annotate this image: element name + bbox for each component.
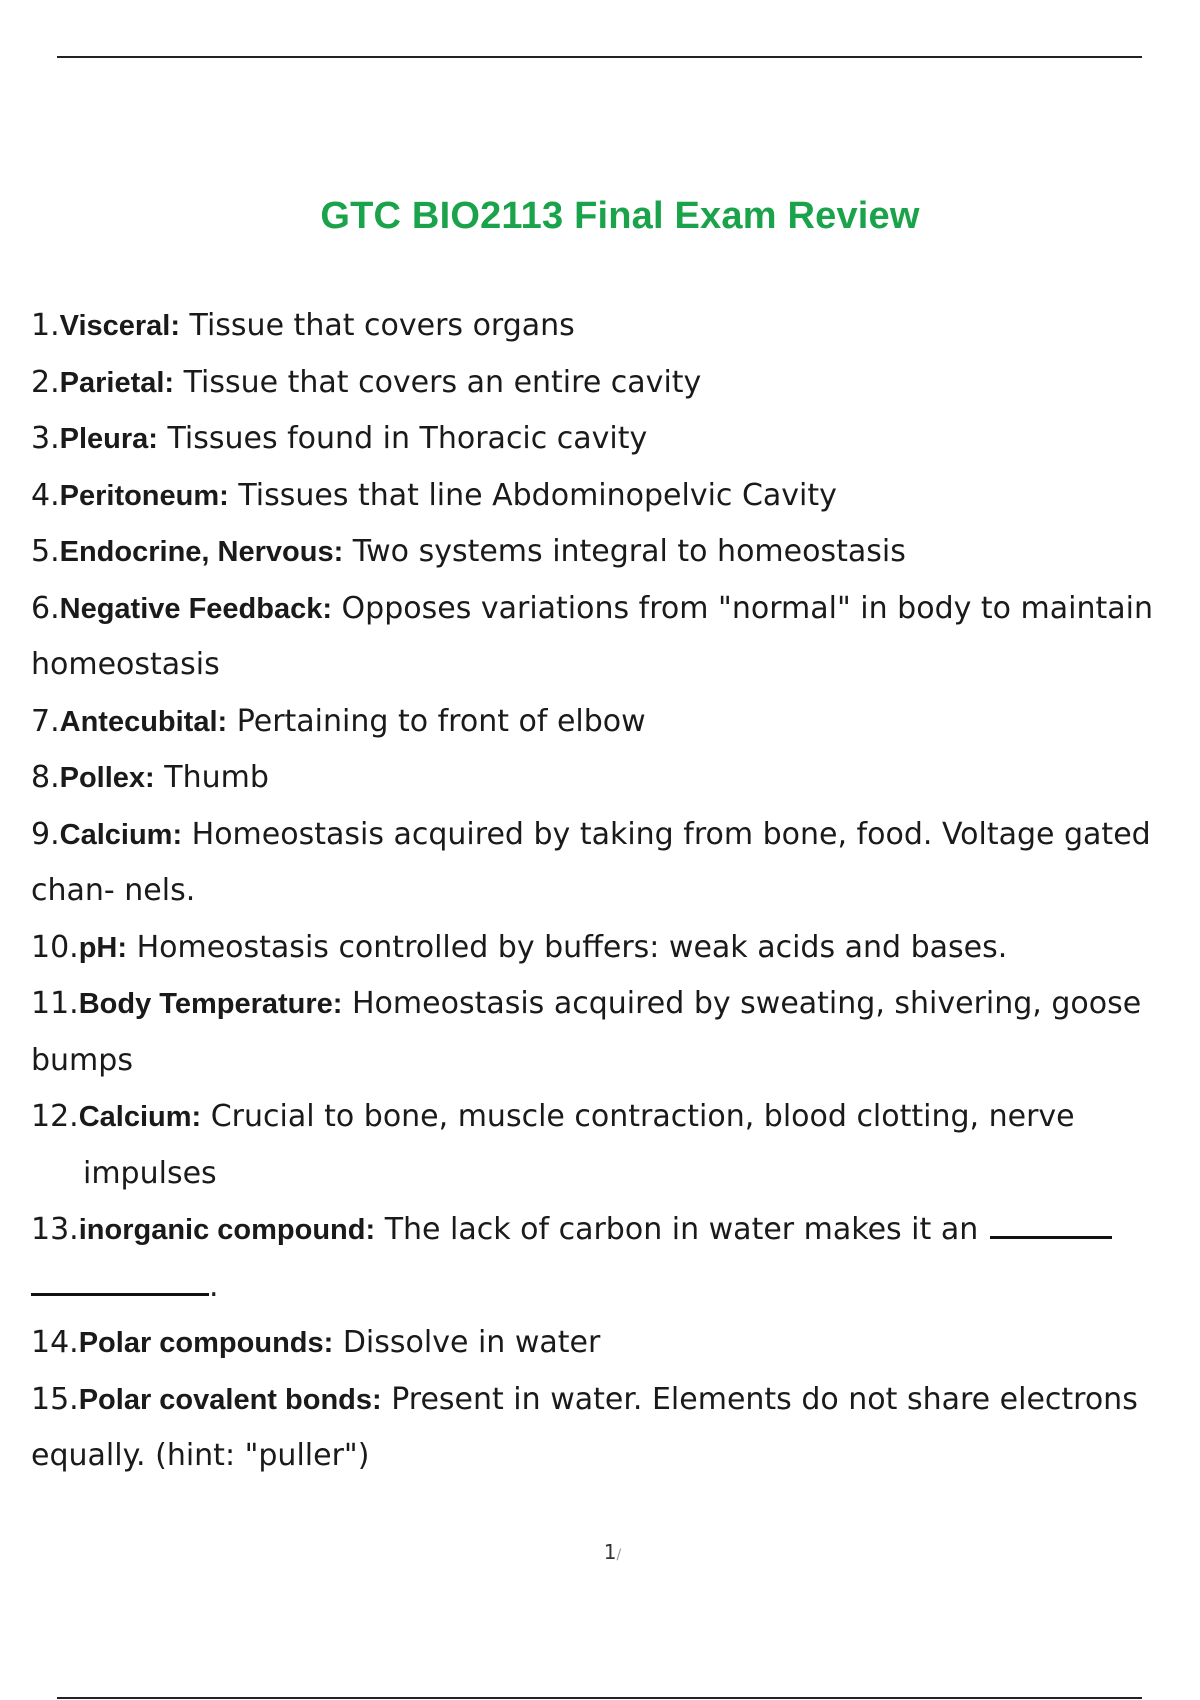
fill-in-blank [990,1236,1112,1239]
item-number: 14. [31,1325,79,1360]
item-number: 7. [31,703,60,739]
list-item [31,920,1191,977]
list-item [31,524,1191,581]
list-item [31,581,1191,694]
page-number-value: 1 [603,1540,617,1564]
item-number: 13. [31,1212,79,1247]
bottom-rule [57,1697,1142,1699]
item-number: 10. [31,929,79,965]
item-definition: Two systems integral to homeostasis [343,534,906,569]
item-term: Pollex: [59,762,155,794]
item-term: pH: [78,931,128,964]
page-number-suffix: / [616,1547,622,1563]
item-term: Polar compounds: [78,1327,334,1359]
item-term: Parietal: [59,366,175,399]
item-definition: Pertaining to front of elbow [227,703,646,739]
list-item [31,298,1191,355]
item-definition: Homeostasis controlled by buffers: weak acids and bases. [127,929,1008,965]
item-term: Pleura: [59,423,158,455]
list-item [31,1315,1191,1372]
list-item [31,355,1191,412]
item-number: 8. [31,760,60,795]
item-number: 5. [31,534,60,569]
item-definition: Homeostasis acquired by taking from bone, food. Voltage gated chan- nels. [31,816,1151,908]
page-title: GTC BIO2113 Final Exam Review [320,195,920,237]
item-term: Negative Feedback: [59,592,333,625]
item-term: Antecubital: [59,705,228,738]
item-term: Body Temperature: [78,988,343,1020]
item-definition: Homeostasis acquired by sweating, shivering, goose bumps [31,986,1142,1078]
item-definition: Present in water. Elements do not share electrons equally. (hint: "puller") [31,1381,1138,1473]
list-item [31,468,1191,525]
item-number: 11. [31,986,79,1021]
item-term: Endocrine, Nervous: [59,536,344,568]
item-definition: The lack of carbon in water makes it an [375,1212,988,1247]
item-continuation: impulses [83,1155,217,1191]
item-number: 9. [31,816,60,852]
page-number [0,1540,1200,1564]
list-item [31,694,1191,751]
item-term: Peritoneum: [59,479,229,512]
review-list [31,298,1191,1485]
top-rule [57,56,1142,58]
item-definition: Tissues found in Thoracic cavity [157,421,648,456]
list-item [31,976,1191,1089]
fill-in-blank-continued [31,1292,209,1296]
list-item [31,807,1191,920]
list-item [31,1089,1191,1202]
item-term: Calcium: [59,818,183,851]
item-number: 3. [31,421,60,456]
item-number: 1. [31,308,60,343]
item-definition: Tissue that covers an entire cavity [174,364,702,400]
item-definition: Crucial to bone, muscle contraction, blood clotting, nerve [201,1099,1075,1134]
item-definition: Dissolve in water [333,1325,601,1360]
item-definition: Thumb [154,760,269,795]
item-tail: . [209,1268,219,1304]
item-number: 12. [31,1099,79,1134]
list-item [31,750,1191,807]
list-item [31,1202,1191,1315]
item-definition: Tissues that line Abdominopelvic Cavity [228,477,837,513]
item-term: Visceral: [59,310,181,342]
item-definition: Opposes variations from "normal" in body to maintain homeostasis [31,590,1154,682]
item-term: Polar covalent bonds: [78,1383,382,1416]
item-number: 4. [31,477,60,513]
item-number: 15. [31,1381,79,1417]
item-term: inorganic compound: [78,1214,376,1246]
item-term: Calcium: [78,1101,202,1133]
item-definition: Tissue that covers organs [180,308,575,343]
list-item [31,1372,1191,1485]
item-number: 2. [31,364,60,400]
list-item [31,411,1191,468]
item-number: 6. [31,590,60,626]
